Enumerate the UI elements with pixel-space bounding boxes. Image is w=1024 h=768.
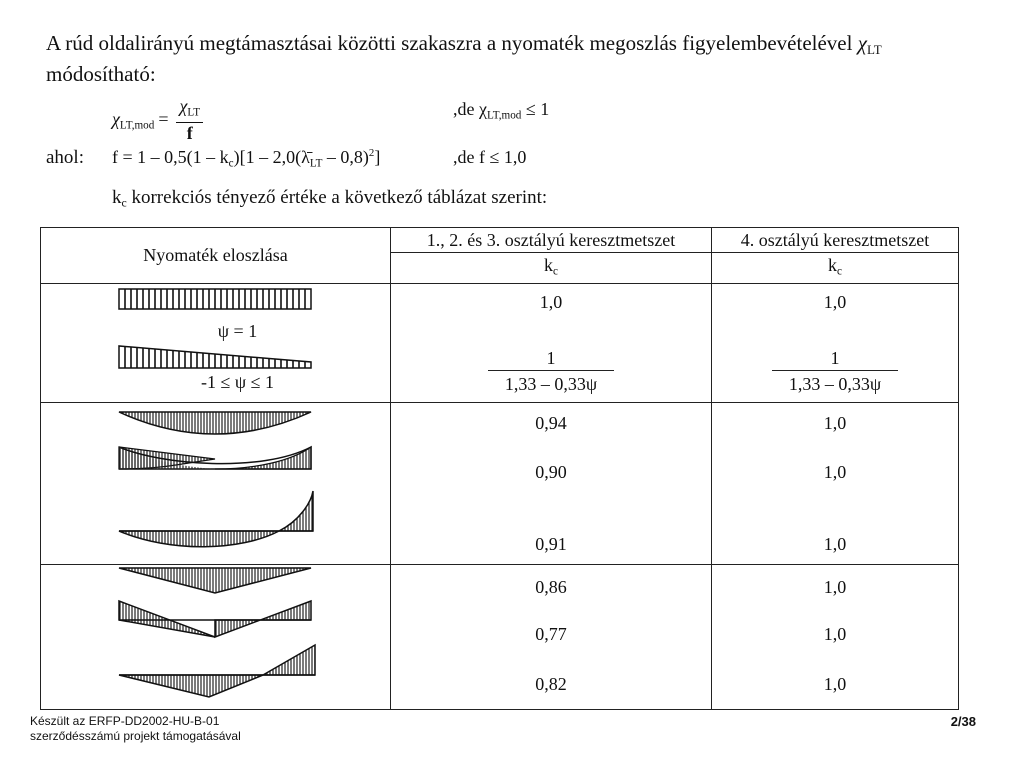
kc-value: 0,86 xyxy=(535,577,567,598)
kc-label-sub: c xyxy=(837,265,842,278)
chi-subscript: LT xyxy=(866,41,882,57)
header-class-4: 4. osztályú keresztmetszet xyxy=(712,228,959,253)
kc-description xyxy=(112,187,547,211)
header-kc-1 xyxy=(391,253,712,284)
chi-symbol xyxy=(858,31,882,55)
kc-fraction xyxy=(391,346,711,397)
kc-fraction xyxy=(712,346,958,397)
header-distribution: Nyomaték eloszlása xyxy=(41,228,391,284)
header-kc-2 xyxy=(712,253,959,284)
kc-text: korrekciós tényező értéke a következő táblázat szerint: xyxy=(126,187,548,208)
kc-k: k xyxy=(112,187,122,208)
kc-value: 0,77 xyxy=(535,624,567,645)
group2-class4 xyxy=(712,403,959,565)
footer-line-2: szerződésszámú projekt támogatásával xyxy=(30,729,241,743)
eq1-num-chi: χ xyxy=(179,96,188,116)
kc-value: 0,94 xyxy=(535,413,567,434)
kc-value: 1,0 xyxy=(823,624,847,645)
diagram-cell-group3 xyxy=(41,565,391,710)
eq1-fraction xyxy=(176,96,203,143)
kc-fraction-num: 1 xyxy=(488,346,614,371)
diagram-cell-group2 xyxy=(41,403,391,565)
group2-class123 xyxy=(391,403,712,565)
eq2-part3: – 0,8) xyxy=(322,147,369,167)
moment-diagram-point-load xyxy=(41,565,390,710)
eq1-numerator xyxy=(176,96,203,123)
eq1-lhs: χ xyxy=(112,108,120,129)
eq2-close: ] xyxy=(374,147,381,167)
psi-one-label: ψ = 1 xyxy=(217,321,258,342)
kc-value: 1,0 xyxy=(823,292,847,313)
eq2-sup: 2 xyxy=(368,147,375,159)
group1-class123 xyxy=(391,284,712,403)
kc-value: 0,82 xyxy=(535,674,567,695)
eq2-part2: )[1 – 2,0(λ̄ xyxy=(233,147,310,167)
eq1-cond-rhs: ≤ 1 xyxy=(521,99,550,119)
kc-value: 0,90 xyxy=(535,462,567,483)
footer-line-1: Készült az ERFP-DD2002-HU-B-01 xyxy=(30,714,220,728)
eq1-cond-text: ,de χ xyxy=(453,99,487,119)
eq1-equals: = xyxy=(158,109,169,130)
eq2-sub2: LT xyxy=(309,157,323,170)
kc-value: 1,0 xyxy=(823,534,847,555)
eq1-cond-sub: LT,mod xyxy=(486,109,522,122)
page-number: 2/38 xyxy=(950,714,976,729)
kc-value: 1,0 xyxy=(823,577,847,598)
kc-fraction-den: 1,33 – 0,33ψ xyxy=(788,374,882,395)
eq1-num-sub: LT xyxy=(187,106,201,119)
intro-text-2: módosítható: xyxy=(46,61,156,86)
kc-value: 1,0 xyxy=(823,413,847,434)
kc-sub: c xyxy=(121,196,127,210)
kc-label: k xyxy=(544,255,554,275)
diagram-cell-group1 xyxy=(41,284,391,403)
group1-class4 xyxy=(712,284,959,403)
group3-class4 xyxy=(712,565,959,710)
eq2-condition: ,de f ≤ 1,0 xyxy=(453,147,527,167)
kc-label: k xyxy=(828,255,838,275)
correction-factor-table xyxy=(40,227,959,710)
kc-value: 1,0 xyxy=(539,292,563,313)
kc-label-sub: c xyxy=(553,265,558,278)
chi-char: χ xyxy=(857,31,867,55)
kc-value: 1,0 xyxy=(823,462,847,483)
eq1-lhs-sub: LT,mod xyxy=(119,118,155,131)
equation-chi-mod xyxy=(112,96,207,143)
intro-paragraph xyxy=(46,31,966,87)
header-class-123: 1., 2. és 3. osztályú keresztmetszet xyxy=(391,228,712,253)
intro-text: A rúd oldalirányú megtámasztásai közötti szakaszra a nyomaték megoszlás figyelembevételével xyxy=(46,31,853,55)
eq1-denominator: f xyxy=(186,123,193,144)
kc-value: 0,91 xyxy=(535,534,567,555)
eq1-condition xyxy=(453,99,549,121)
kc-fraction-num: 1 xyxy=(772,346,898,371)
footer-credits xyxy=(30,714,241,744)
group3-class123 xyxy=(391,565,712,710)
kc-value: 1,0 xyxy=(823,674,847,695)
equation-f xyxy=(112,147,380,169)
moment-diagram-parabolic xyxy=(41,403,390,565)
ahol-label: ahol: xyxy=(46,147,84,168)
eq2-part1: f = 1 – 0,5(1 – k xyxy=(112,147,229,167)
eq2-sub1: c xyxy=(228,157,234,170)
psi-range-label: -1 ≤ ψ ≤ 1 xyxy=(200,372,275,393)
kc-fraction-den: 1,33 – 0,33ψ xyxy=(504,374,598,395)
